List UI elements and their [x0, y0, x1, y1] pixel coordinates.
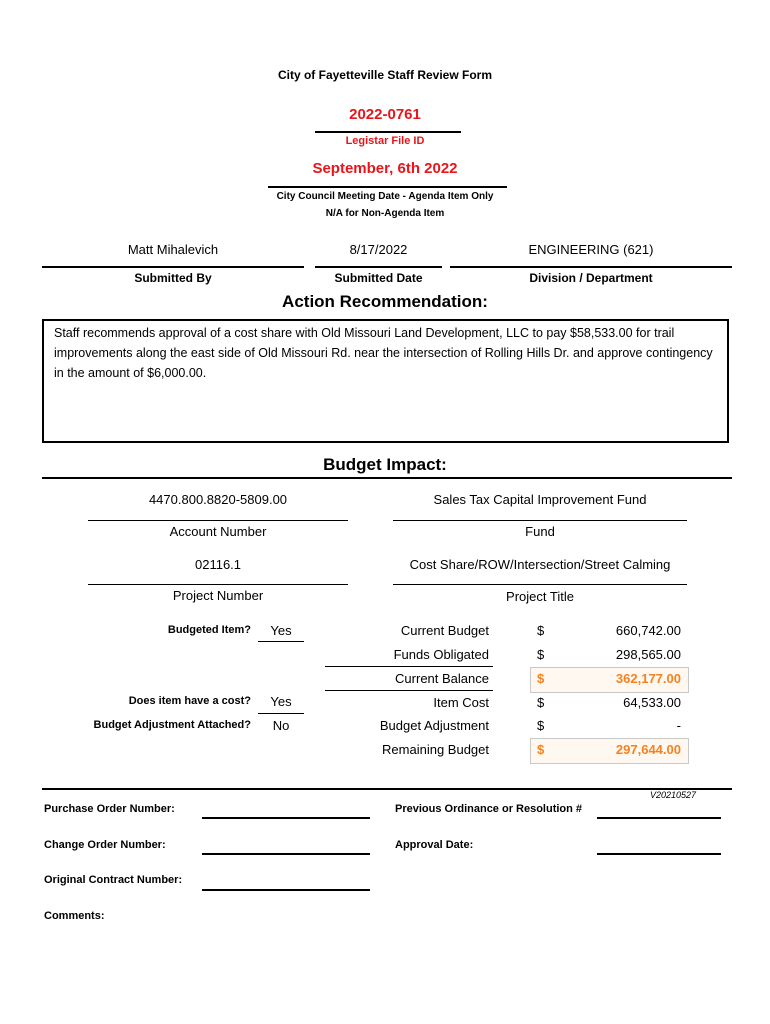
currency-symbol: $ — [537, 647, 545, 662]
has-cost-underline — [258, 713, 304, 714]
comments-label: Comments: — [44, 910, 105, 922]
previous-ordinance-label: Previous Ordinance or Resolution # — [395, 803, 583, 815]
action-recommendation-heading: Action Recommendation: — [282, 292, 488, 311]
action-recommendation-text: Staff recommends approval of a cost share with Old Missouri Land Development, LLC to pay $58,533.00 for trail improvements along the east side of Old Missouri Rd. near the intersection of Rolling Hills Dr. and approve contingency in the amount of $6,000.00. — [54, 326, 713, 380]
budget-row-amount: 660,742.00 — [615, 623, 681, 638]
currency-symbol: $ — [537, 718, 545, 733]
funds-obligated-underline — [325, 666, 493, 667]
original-contract-field[interactable] — [202, 889, 370, 891]
legistar-file-id: 2022-0761 — [349, 106, 421, 123]
current-balance-underline — [325, 690, 493, 691]
file-id-underline — [315, 131, 461, 133]
budget-row-label: Remaining Budget — [382, 742, 489, 757]
submitted-by-label: Submitted By — [134, 271, 212, 285]
submitted-by-underline — [42, 266, 304, 268]
fund-underline — [393, 520, 687, 521]
budgeted-item-value: Yes — [270, 623, 292, 638]
project-number-value: 02116.1 — [194, 557, 242, 572]
adjustment-attached-label: Budget Adjustment Attached? — [93, 719, 251, 731]
project-number-underline — [88, 584, 348, 585]
budget-impact-rule — [42, 477, 732, 479]
submitted-date-underline — [315, 266, 442, 268]
project-number-label: Project Number — [172, 588, 264, 603]
submitted-by-value: Matt Mihalevich — [127, 242, 219, 257]
previous-ordinance-field[interactable] — [597, 817, 721, 819]
has-cost-label: Does item have a cost? — [128, 695, 251, 707]
account-number-value: 4470.800.8820-5809.00 — [148, 492, 288, 507]
budget-row-amount: - — [676, 718, 681, 733]
budgeted-item-underline — [258, 641, 304, 642]
meeting-date: September, 6th 2022 — [312, 160, 458, 177]
budget-row-amount: 64,533.00 — [623, 695, 681, 710]
adjustment-attached-value: No — [272, 718, 290, 733]
division-value: ENGINEERING (621) — [528, 242, 654, 257]
form-version: V20210527 — [650, 790, 697, 800]
legistar-file-id-label: Legistar File ID — [345, 135, 425, 147]
division-underline — [450, 266, 732, 268]
fund-label: Fund — [525, 524, 555, 539]
meeting-date-underline — [268, 186, 507, 188]
budget-row-label: Current Budget — [400, 623, 489, 638]
budget-row-label: Item Cost — [433, 695, 489, 710]
action-recommendation-box — [42, 319, 729, 443]
budget-impact-heading: Budget Impact: — [323, 455, 447, 474]
currency-symbol: $ — [537, 671, 545, 686]
meeting-date-label: City Council Meeting Date - Agenda Item Only — [276, 191, 494, 202]
footer-rule — [42, 788, 732, 790]
meeting-date-note: N/A for Non-Agenda Item — [325, 208, 445, 219]
currency-symbol: $ — [537, 623, 545, 638]
project-title-underline — [393, 584, 687, 585]
budget-row-amount: 362,177.00 — [615, 671, 681, 686]
purchase-order-field[interactable] — [202, 817, 370, 819]
original-contract-label: Original Contract Number: — [44, 874, 183, 886]
account-number-label: Account Number — [169, 524, 267, 539]
budget-row-label: Current Balance — [395, 671, 489, 686]
division-label: Division / Department — [529, 271, 653, 285]
approval-date-label: Approval Date: — [395, 839, 474, 851]
budget-row-amount: 297,644.00 — [615, 742, 681, 757]
change-order-field[interactable] — [202, 853, 370, 855]
budget-row-label: Funds Obligated — [393, 647, 489, 662]
submitted-date-value: 8/17/2022 — [349, 242, 408, 257]
submitted-date-label: Submitted Date — [334, 271, 423, 285]
form-title: City of Fayetteville Staff Review Form — [277, 68, 493, 82]
budget-row-label: Budget Adjustment — [379, 718, 489, 733]
account-number-underline — [88, 520, 348, 521]
purchase-order-label: Purchase Order Number: — [44, 803, 175, 815]
project-title-label: Project Title — [506, 589, 574, 604]
budgeted-item-label: Budgeted Item? — [167, 624, 251, 636]
budget-row-amount: 298,565.00 — [615, 647, 681, 662]
change-order-label: Change Order Number: — [44, 839, 166, 851]
project-title-value: Cost Share/ROW/Intersection/Street Calming — [409, 557, 671, 572]
has-cost-value: Yes — [270, 694, 292, 709]
fund-value: Sales Tax Capital Improvement Fund — [433, 492, 647, 507]
approval-date-field[interactable] — [597, 853, 721, 855]
currency-symbol: $ — [537, 695, 545, 710]
currency-symbol: $ — [537, 742, 545, 757]
